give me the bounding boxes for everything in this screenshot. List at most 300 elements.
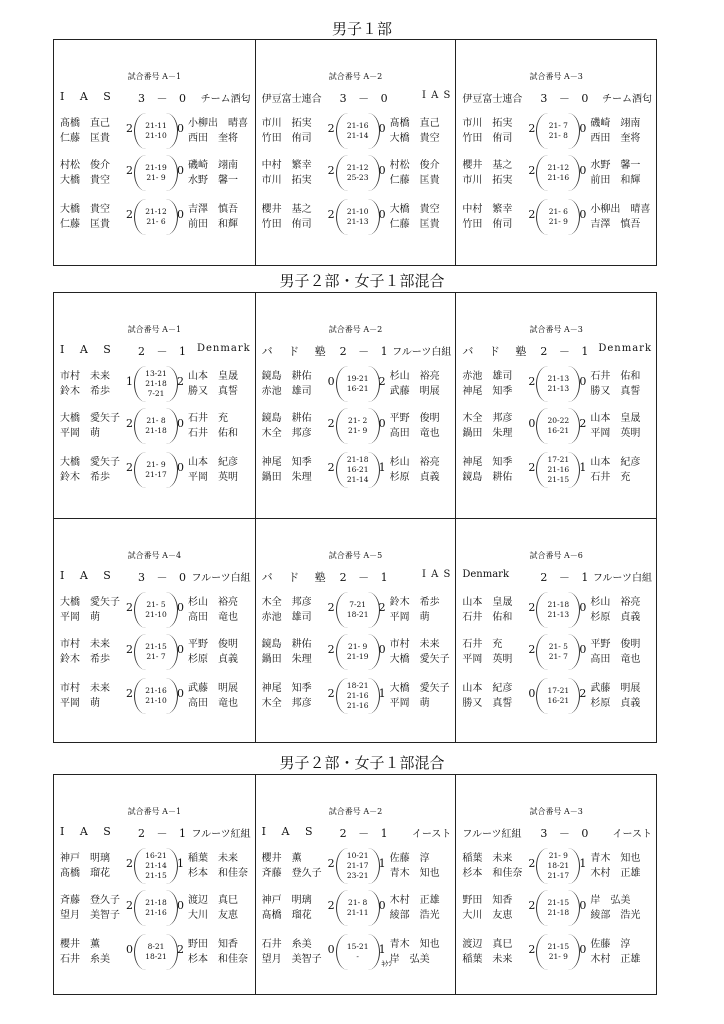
left-games-won: 2 [126, 461, 133, 474]
player-name: 岸 弘美 [389, 954, 430, 965]
right-games-won: 0 [378, 208, 386, 221]
match-card [455, 293, 656, 518]
right-pair [590, 455, 656, 485]
player-name: 平岡 萌 [60, 698, 100, 709]
game-score: 21- 9 [348, 426, 368, 435]
game-score: 7-21 [147, 389, 165, 398]
player-name: 村松 俊介 [60, 160, 110, 171]
player-name: 磯崎 翊南 [188, 160, 238, 171]
right-pair [390, 681, 456, 711]
left-pair [462, 937, 526, 967]
match-card [455, 40, 656, 265]
game-scores [336, 408, 380, 444]
left-games-won: 2 [126, 687, 133, 700]
game-score: 16-21 [346, 384, 369, 393]
player-name: 高田 竜也 [389, 428, 440, 439]
team-right-name: チーム酒匂 [200, 94, 251, 105]
player-name: 平岡 萌 [60, 428, 100, 439]
right-pair [590, 595, 656, 625]
match-header [462, 90, 652, 104]
player-name: 斉藤 登久子 [261, 868, 322, 879]
match-header [262, 825, 452, 839]
match-number: 試合番号 A－1 [127, 807, 182, 816]
left-pair [462, 411, 526, 441]
game-score: 13-21 [145, 369, 167, 378]
player-name: 石井 佑和 [188, 428, 238, 439]
bout-result [462, 681, 652, 721]
left-pair [462, 851, 526, 881]
bout-result [262, 202, 452, 242]
right-games-won: 1 [177, 857, 184, 870]
match-card [54, 40, 255, 265]
player-name: 大橋 愛矢子 [60, 413, 120, 424]
bout-result [262, 116, 452, 156]
match-number: 試合番号 A－3 [529, 72, 583, 81]
game-scores [336, 934, 380, 970]
bout-result [262, 455, 452, 495]
section-title: 男子２部・女子１部混合 [279, 272, 445, 290]
match-score: 2 － 1 [339, 571, 392, 584]
player-name: 鏡島 耕佑 [261, 371, 312, 382]
game-score: 21-17 [145, 470, 167, 479]
game-scores [336, 452, 380, 488]
player-name: 勝又 真誓 [188, 386, 238, 397]
left-pair [60, 681, 124, 711]
right-games-won: 1 [378, 857, 386, 870]
right-pair [188, 116, 254, 146]
match-score: 2 － 1 [540, 345, 593, 358]
bout-result [60, 411, 251, 451]
game-scores [536, 592, 580, 628]
player-name: 杉本 和佳奈 [188, 954, 248, 965]
match-row [54, 293, 656, 518]
match-card [255, 293, 456, 518]
left-pair [262, 455, 326, 485]
game-score: 21-14 [346, 131, 369, 140]
player-name: 磯崎 翊南 [590, 118, 641, 129]
player-name: 市川 拓実 [462, 118, 513, 129]
player-name: 野田 知香 [188, 939, 238, 950]
player-name: 渡辺 真巳 [462, 939, 513, 950]
game-score: 7-21 [349, 600, 367, 609]
bout-result [60, 455, 251, 495]
player-name: 杉本 和佳奈 [462, 868, 523, 879]
team-left-name: バ ド 塾 [261, 345, 332, 358]
game-score: 21-13 [346, 217, 369, 226]
bout-result [60, 937, 251, 977]
right-games-won: 2 [177, 943, 184, 956]
player-name: 高田 竜也 [188, 698, 238, 709]
left-games-won: 2 [327, 461, 335, 474]
player-name: 武藤 明展 [590, 683, 641, 694]
right-pair [188, 595, 254, 625]
right-games-won: 2 [378, 601, 386, 614]
game-scores [336, 113, 380, 149]
player-name: 武藤 明展 [188, 683, 238, 694]
bout-result [60, 116, 251, 156]
game-scores [336, 678, 380, 714]
game-scores [134, 155, 178, 191]
match-header [262, 90, 452, 104]
player-name: 赤池 雄司 [261, 612, 312, 623]
player-name: 木全 邦彦 [261, 428, 312, 439]
left-games-won: 1 [126, 375, 133, 388]
player-name: 大橋 貴空 [389, 133, 440, 144]
right-games-won: 2 [177, 375, 184, 388]
game-score: 21- 9 [548, 217, 568, 226]
player-name: 鍋田 朱理 [261, 472, 312, 483]
right-pair [188, 681, 254, 711]
right-pair [390, 202, 456, 232]
player-name: 仁藤 匡貴 [389, 219, 440, 230]
match-card [455, 775, 656, 994]
player-name: 杉山 裕亮 [590, 597, 641, 608]
team-right-name: チーム酒匂 [602, 94, 653, 105]
right-games-won: 0 [579, 643, 587, 656]
game-score: 21- 8 [348, 898, 368, 907]
game-scores [536, 452, 580, 488]
right-pair [188, 411, 254, 441]
game-score: 25-23 [346, 173, 369, 182]
game-score: 21-18 [145, 898, 167, 907]
team-right-name: Denmark [598, 343, 653, 354]
player-name: 大川 友恵 [462, 910, 513, 921]
match-header [262, 569, 452, 583]
right-pair [590, 637, 656, 667]
game-scores [336, 890, 380, 926]
right-pair [590, 937, 656, 967]
player-name: 青木 知也 [590, 853, 641, 864]
game-score: 21-14 [346, 475, 369, 484]
right-pair [590, 411, 656, 441]
game-score: 21-16 [145, 908, 167, 917]
bout-result [262, 595, 452, 635]
player-name: 山本 皇晟 [590, 413, 641, 424]
player-name: 仁藤 匡貴 [389, 175, 440, 186]
left-pair [262, 158, 326, 188]
match-score: 3 － 0 [540, 827, 593, 840]
right-pair [590, 116, 656, 146]
game-scores [336, 199, 380, 235]
left-games-won: 2 [126, 164, 133, 177]
game-score: 18-21 [346, 681, 369, 690]
player-name: 竹田 侑司 [261, 133, 312, 144]
right-pair [390, 595, 456, 625]
left-games-won: 2 [327, 164, 335, 177]
player-name: 鈴木 希歩 [60, 654, 110, 665]
player-name: 望月 美智子 [261, 954, 322, 965]
player-name: 平野 俊明 [389, 413, 440, 424]
player-name: 小柳出 晴喜 [188, 118, 248, 129]
game-score: 21- 9 [548, 952, 568, 961]
left-games-won: 2 [126, 417, 133, 430]
game-score: 21-11 [346, 908, 369, 917]
game-score: 21- 7 [146, 652, 166, 661]
player-name: 山本 紀彦 [590, 457, 641, 468]
left-pair [262, 116, 326, 146]
player-name: 大川 友恵 [188, 910, 238, 921]
match-number: 試合番号 A－6 [529, 551, 583, 560]
team-left-name: バ ド 塾 [261, 571, 332, 584]
game-scores [336, 366, 380, 402]
player-name: 大橋 貴空 [60, 204, 110, 215]
left-games-won: 2 [126, 208, 133, 221]
team-right-name: I A S [421, 90, 452, 101]
player-name: 木村 正雄 [590, 954, 641, 965]
match-score: 2 － 1 [138, 827, 190, 840]
right-pair [390, 851, 456, 881]
bout-result [262, 851, 452, 891]
player-name: 神尾 知季 [261, 457, 312, 468]
player-name: 櫻井 基之 [261, 204, 312, 215]
left-pair [462, 202, 526, 232]
game-scores [134, 848, 178, 884]
left-games-won: 2 [528, 943, 536, 956]
match-score: 2 － 1 [138, 345, 190, 358]
right-games-won: 0 [177, 461, 184, 474]
right-games-won: 0 [177, 208, 184, 221]
game-scores [536, 408, 580, 444]
left-games-won: 2 [126, 899, 133, 912]
left-pair [462, 595, 526, 625]
bout-result [262, 637, 452, 677]
retired-note: ｷｹﾝ [381, 960, 393, 968]
left-pair [60, 202, 124, 232]
left-pair [262, 893, 326, 923]
left-pair [60, 158, 124, 188]
left-games-won: 0 [528, 687, 536, 700]
bout-result [462, 851, 652, 891]
right-games-won: 0 [378, 122, 386, 135]
player-name: 市川 拓実 [462, 175, 513, 186]
game-score: 21- 5 [146, 600, 166, 609]
match-header [60, 825, 251, 839]
left-pair [60, 455, 124, 485]
player-name: 鍋田 朱理 [261, 654, 312, 665]
right-pair [390, 369, 456, 399]
bout-result [462, 637, 652, 677]
player-name: 仁藤 匡貴 [60, 133, 110, 144]
right-games-won: 0 [177, 899, 184, 912]
match-table [53, 39, 657, 266]
team-right-name: I A S [421, 569, 452, 580]
left-pair [462, 681, 526, 711]
game-score: 21- 5 [548, 642, 568, 651]
bout-result [462, 202, 652, 242]
match-header [462, 825, 652, 839]
right-games-won: 1 [378, 687, 386, 700]
game-score: 21-12 [547, 163, 570, 172]
right-pair [188, 893, 254, 923]
game-scores [536, 155, 580, 191]
team-left-name: 伊豆富士連合 [462, 94, 523, 105]
left-pair [462, 893, 526, 923]
player-name: 木村 正雄 [389, 895, 440, 906]
left-games-won: 2 [528, 208, 536, 221]
match-score: 3 － 0 [138, 571, 190, 584]
left-games-won: 2 [528, 643, 536, 656]
game-scores [536, 634, 580, 670]
player-name: 神尾 知季 [462, 457, 513, 468]
match-row [54, 40, 656, 265]
player-name: 竹田 侑司 [462, 133, 513, 144]
player-name: 平野 俊明 [188, 639, 238, 650]
left-pair [262, 411, 326, 441]
bout-result [60, 637, 251, 677]
left-pair [462, 455, 526, 485]
team-right-name: フルーツ白組 [191, 573, 251, 584]
left-games-won: 2 [327, 417, 335, 430]
match-card [255, 775, 456, 994]
right-pair [590, 851, 656, 881]
match-number: 試合番号 A－3 [529, 807, 583, 816]
right-games-won: 1 [378, 461, 386, 474]
player-name: 神尾 知季 [261, 683, 312, 694]
player-name: 小柳出 晴喜 [590, 204, 651, 215]
player-name: 岸 弘美 [590, 895, 631, 906]
right-pair [390, 937, 456, 967]
game-score: 21-12 [346, 163, 369, 172]
game-score: - [356, 952, 359, 961]
player-name: 杉原 貞義 [188, 654, 238, 665]
bout-result [462, 893, 652, 933]
right-pair [390, 411, 456, 441]
right-pair [188, 851, 254, 881]
player-name: 渡辺 真巳 [188, 895, 238, 906]
left-games-won: 2 [528, 601, 536, 614]
left-games-won: 2 [126, 857, 133, 870]
player-name: 高田 竜也 [188, 612, 238, 623]
player-name: 村松 俊介 [389, 160, 440, 171]
game-score: 21-16 [145, 686, 167, 695]
game-score: 21-15 [547, 942, 570, 951]
match-card [255, 40, 456, 265]
player-name: 大橋 貴空 [389, 204, 440, 215]
match-number: 試合番号 A－3 [529, 325, 583, 334]
game-scores [134, 678, 178, 714]
left-pair [60, 851, 124, 881]
player-name: 仁藤 匡貴 [60, 219, 110, 230]
player-name: 山本 皇晟 [188, 371, 238, 382]
player-name: 大橋 愛矢子 [389, 654, 450, 665]
player-name: 竹田 侑司 [261, 219, 312, 230]
bout-result [60, 369, 251, 409]
team-right-name: フルーツ白組 [592, 573, 653, 584]
game-score: 21-18 [547, 600, 570, 609]
player-name: 鈴木 希歩 [60, 386, 110, 397]
game-score: 20-22 [547, 416, 570, 425]
player-name: 杉山 裕亮 [188, 597, 238, 608]
match-header [60, 343, 251, 357]
game-scores [536, 848, 580, 884]
game-score: 18-21 [346, 610, 369, 619]
game-scores [336, 634, 380, 670]
game-score: 21-15 [547, 475, 570, 484]
match-number: 試合番号 A－4 [127, 551, 182, 560]
right-games-won: 0 [378, 643, 386, 656]
match-row [54, 775, 656, 994]
right-games-won: 0 [579, 122, 587, 135]
player-name: 木村 正雄 [590, 868, 641, 879]
player-name: 市村 未来 [389, 639, 440, 650]
team-left-name: I A S [60, 343, 117, 356]
player-name: 稲葉 未来 [462, 853, 513, 864]
player-name: 綾部 浩光 [590, 910, 641, 921]
team-right-name: フルーツ白組 [392, 347, 452, 358]
left-games-won: 2 [528, 899, 536, 912]
player-name: 西田 奎将 [188, 133, 238, 144]
left-games-won: 2 [327, 857, 335, 870]
left-games-won: 2 [126, 643, 133, 656]
team-left-name: 伊豆富士連合 [261, 94, 322, 105]
bout-result [462, 937, 652, 977]
game-score: 8-21 [147, 942, 165, 951]
player-name: 神戸 明璃 [60, 853, 110, 864]
game-score: 10-21 [346, 851, 369, 860]
game-score: 21- 6 [548, 207, 568, 216]
match-number: 試合番号 A－2 [328, 807, 383, 816]
game-score: 16-21 [547, 696, 570, 705]
left-pair [60, 893, 124, 923]
game-scores [134, 592, 178, 628]
match-score: 3 － 0 [339, 92, 392, 105]
left-pair [60, 116, 124, 146]
match-score: 2 － 1 [339, 827, 392, 840]
left-games-won: 2 [528, 461, 536, 474]
game-score: 21- 6 [146, 217, 166, 226]
player-name: 鏡島 耕佑 [261, 413, 312, 424]
left-pair [262, 595, 326, 625]
team-left-name: I A S [60, 90, 117, 103]
player-name: 木全 邦彦 [462, 413, 513, 424]
left-pair [462, 369, 526, 399]
player-name: 佐藤 淳 [590, 939, 631, 950]
player-name: 櫻井 薫 [261, 853, 302, 864]
team-left-name: I A S [60, 569, 117, 582]
game-scores [134, 634, 178, 670]
game-score: 21-10 [145, 131, 167, 140]
right-games-won: 0 [579, 601, 587, 614]
right-pair [590, 369, 656, 399]
bout-result [462, 595, 652, 635]
right-pair [390, 158, 456, 188]
left-games-won: 2 [528, 375, 536, 388]
left-games-won: 0 [528, 417, 536, 430]
player-name: 勝又 真誓 [590, 386, 641, 397]
game-scores [134, 199, 178, 235]
right-pair [390, 637, 456, 667]
player-name: 平岡 英明 [462, 654, 513, 665]
player-name: 髙橋 直己 [60, 118, 110, 129]
left-pair [262, 369, 326, 399]
player-name: 中村 繁幸 [462, 204, 513, 215]
game-scores [134, 113, 178, 149]
player-name: 木全 邦彦 [261, 597, 312, 608]
player-name: 石井 佑和 [462, 612, 513, 623]
left-games-won: 0 [126, 943, 133, 956]
player-name: 大橋 愛矢子 [389, 683, 450, 694]
game-scores [134, 890, 178, 926]
player-name: 青木 知也 [389, 868, 440, 879]
left-games-won: 2 [528, 857, 536, 870]
player-name: 木全 邦彦 [261, 698, 312, 709]
game-scores [536, 199, 580, 235]
player-name: 市川 拓実 [261, 118, 312, 129]
player-name: 杉原 貞義 [590, 698, 641, 709]
left-games-won: 2 [327, 208, 335, 221]
game-score: 21-16 [346, 121, 369, 130]
game-score: 21- 9 [146, 460, 166, 469]
